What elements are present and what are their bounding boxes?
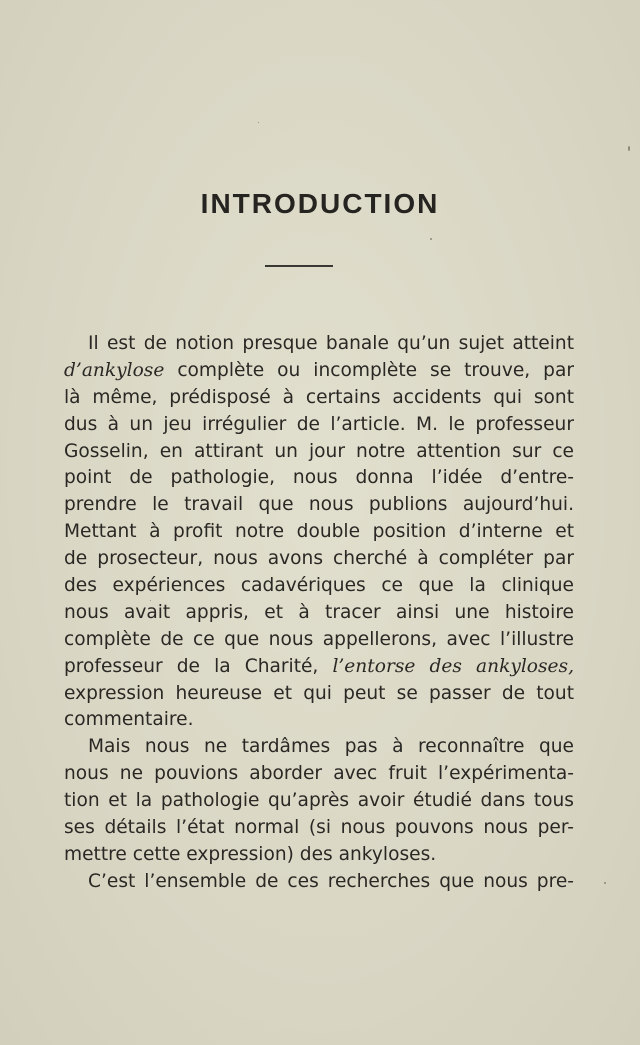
page-title: INTRODUCTION: [200, 188, 440, 219]
ink-speck: [258, 122, 259, 123]
text-line: nous ne pouvions aborder avec fruit l’expérimenta-: [64, 763, 574, 785]
text-line: point de pathologie, nous donna l’idée d’entre-: [64, 467, 574, 489]
text-line: complète de ce que nous appellerons, avec l’illustre: [64, 628, 574, 650]
text-line: des expériences cadavériques ce que la clinique: [64, 575, 574, 597]
text-line: professeur de la Charité, l’entorse des ankyloses,: [64, 655, 574, 677]
text-line: tion et la pathologie qu’après avoir étudié dans tous: [64, 790, 574, 812]
text-line: ses détails l’état normal (si nous pouvons nous per-: [64, 817, 574, 839]
text-line: mettre cette expression) des ankyloses.: [64, 843, 437, 865]
text-line: commentaire.: [64, 709, 194, 731]
text-line: expression heureuse et qui peut se passer de tout: [64, 682, 574, 704]
text-line: Mettant à profit notre double position d’interne et: [64, 521, 574, 543]
text-line: nous avait appris, et à tracer ainsi une histoire: [64, 601, 574, 623]
text-line: là même, prédisposé à certains accidents qui sont: [64, 386, 574, 408]
text-line: prendre le travail que nous publions aujourd’hui.: [64, 494, 574, 516]
text-line: dus à un jeu irrégulier de l’article. M. le professeur: [64, 413, 574, 435]
text-line: C’est l’ensemble de ces recherches que nous pre-: [88, 870, 574, 892]
title-divider: [265, 265, 333, 267]
italic-term: l’entorse des ankyloses,: [332, 655, 574, 677]
italic-term: d’ankylose: [64, 359, 165, 381]
text-line: Il est de notion presque banale qu’un sujet atteint: [88, 333, 574, 354]
body-paragraph: [64, 331, 574, 896]
text-line: Gosselin, en attirant un jour notre attention sur ce: [64, 440, 574, 462]
text-line: de prosecteur, nous avons cherché à compléter par: [64, 548, 574, 570]
text-line: Mais nous ne tardâmes pas à reconnaître que: [88, 736, 574, 758]
ink-speck: [628, 146, 630, 151]
text-line: d’ankylose complète ou incomplète se trouve, par: [64, 359, 574, 381]
ink-speck: [604, 882, 606, 884]
ink-speck: [430, 238, 432, 240]
